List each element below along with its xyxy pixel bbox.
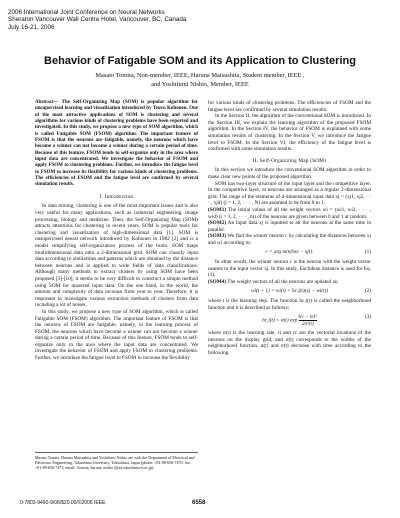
abstract: Abstract— The Self-Organizing Map (SOM) is popular algorithm for unsupervised learning and visualization introduced by Teuvo Kohonen. One of the most attractive applications of SOM is clustering and several algorithms for various kinds of clustering problems have been reported and investigated. In this study, we propose a new type of SOM algorithm, which is called Fatigable SOM (FSOM) algorithm. The important feature of FSOM is that the neurons are fatigable, namely, the neurons which have become a winner can not become a winner during a certain period of time. Because of this feature, FSOM tends to self-organize only in the area where input data are concentrated. We investigate the behavior of FSOM and apply FSOM to clustering problems. Further, we introduce the fatigue level to FSOM to increase its flexibility for various kinds of clustering problems. The efficiencies of FSOM and the fatigue level are confirmed by several simulation results.	[35, 100, 198, 188]
som-step-1	[208, 207, 371, 220]
section-heading-som: II. Self-Organizing Map (SOM)	[252, 157, 327, 164]
winner-paragraph: In other words, the winner neuron c is the neuron with the weight vector nearest to the input vector xj. In this study, Euclidean distance is used for Eq. (1).	[208, 259, 371, 279]
authors-line-1: Masato Tomita, Non-member, IEEE, Haruna Matsushita, Student member, IEEE ,	[95, 72, 305, 79]
conference-line-2: Sheraton Vancouver Wall Centre Hotel, Vancouver, BC, Canada	[8, 16, 187, 24]
page-number: 6558	[192, 500, 206, 506]
som-step-2-text: An input data xj is inputted to all the neurons at the same time in parallel.	[208, 220, 371, 233]
equation-2-body: wi(t + 1) = wi(t) + hc,i(t)(xj − wi(t))	[250, 288, 328, 295]
som-step-3-text: We find the winner neuron c by calculating the distances between xj and wi according to;	[208, 233, 371, 246]
som-step-4	[208, 279, 371, 286]
intro-paragraph-1: In data mining, clustering is one of the most important issues and is also very useful for many applications, such as industrial engineering, image processing, biology and medicine. Then, the Self-Organizing Map (SOM) attracts attentions for clustering in recent years. SOM is popular tools for clustering and visualization of high-dimensional data [1]. SOM is unsupervised neural network introduced by Kohonen in 1982 [2] and is a model simplifying self-organization process of the brain. SOM maps multidimensional data onto a 2-dimensional grid. SOM can classify input data according to similarities and patterns which are obtained by the distance between neurons and is applied to wide fields of data classifications. Although many methods to extract clusters by using SOM have been proposed [3]-[10], it seems to be very difficult to construct a simple method using SOM for unsorted input data. On the one hand, in the world, the amount and complexity of data increase from year to year. Therefore, it is important to investigate various extraction methods of clusters from data including a lot of noises.	[35, 203, 198, 309]
learning-rate-paragraph: where α(t) is the learning rate, ri and rc are the vectorial locations of the neurons on the display grid, and σ(t) corresponds to the widths of the neighborhood function. α(t) and σ(t) decrease with time according to the following	[208, 330, 371, 356]
section-heading-introduction: I. Introduction	[99, 193, 134, 200]
right-paragraph-1: In the Section II, the algorithm of the conventional SOM is introduced. In the Section III, we explain the learning algorithm of the proposed FSOM algorithm. In the Section IV, the behavior of FSOM is explained with some simulation results of clustering. In the Section V, we introduce the fatigue level to FSOM. In the Section VI, the efficiency of the fatigue level is confirmed with some simulation results.	[208, 113, 371, 153]
equation-1-number: (1)	[364, 249, 371, 256]
som-step-2-label: (SOM2)	[208, 220, 227, 227]
som-intro-paragraph: In this section we introduce the conventional SOM algorithm in order to make clear new points of the proposed algorithm.	[208, 167, 371, 180]
conference-header	[8, 9, 186, 31]
conference-line-3: July 16-21, 2006	[8, 23, 55, 31]
right-paragraph-0: for various kinds of clustering problems. The efficiencies of FSOM and the fatigue level are confirmed by several simulation results.	[208, 100, 371, 113]
som-step-4-label: (SOM4)	[208, 278, 227, 285]
conference-line-1: 2006 International Joint Conference on Neural Networks	[8, 9, 165, 16]
author-footnote: Masato Tomita, Haruna Matsushita and Yoshifumi Nishio are with the Department of Electrical and Electronic Engineering, Tokushima University, Tokushima, Japan (phone: +81-88-656-7470; fax: +81-88-656-7471; email: {tomita, haruna, nishio}@ee.tokushima-u.ac.jp).	[35, 452, 198, 470]
equation-2	[208, 288, 371, 295]
author-block	[0, 71, 400, 89]
equation-2-number: (2)	[364, 288, 371, 295]
equation-3-fraction	[299, 314, 317, 327]
som-step-1-label: (SOM1)	[208, 206, 227, 213]
isbn-line: 0-7803-9490-9/06/$20.00/©2006 IEEE	[20, 500, 106, 506]
som-structure-paragraph: SOM has two-layer structure of the input layer and the competitive layer. In the competitive layer, m neurons are arranged as a regular 2-dimensional grid. The range of the elements of d-dimensional input data xj = (xj1, xj2, · · · , xjd) (j = 1, 2, · · · , N) are assumed to be from 0 to 1.	[208, 180, 371, 207]
equation-3-left: hc,i(t) = α(t) exp	[262, 317, 298, 324]
intro-paragraph-2: In this study, we propose a new type of SOM algorithm, which is called Fatigable SOM (FSOM) algorithm. The important feature of FSOM is that the neurons of FSOM are fatigable, namely, in the learning process of FSOM, the neurons which have become a winner can not become a winner during a certain period of time. Because of this feature, FSOM tends to self-organize only in the area where the input data are concentrated. We investigate the behavior of FSOM and apply FSOM to clustering problems. Further, we introduce the fatigue level to FSOM to increase the flexibility	[35, 308, 198, 362]
authors-line-2: and Yoshifumi Nishio, Member, IEEE	[151, 81, 249, 88]
left-column	[35, 100, 198, 362]
paper-title: Behavior of Fatigable SOM and its Application to Clustering	[44, 55, 356, 67]
som-step-1-text: The initial values of all the weight vectors wi = (wi1, wi2, · · · , wid) (i = 1, 2, · · · , m) of the neurons are given between 0 and 1 at random.	[208, 206, 371, 220]
equation-3-number: (3)	[364, 314, 371, 321]
som-step-4-text: The weight vectors of all the neurons are updated as;	[226, 278, 339, 285]
equation-3-numerator: ‖ri − rc‖²	[298, 314, 317, 321]
som-step-2	[208, 220, 371, 233]
equation-3	[208, 314, 371, 327]
som-step-3	[208, 233, 371, 246]
som-step-3-label: (SOM3)	[208, 233, 227, 240]
neighborhood-paragraph: where t is the learning step. The function hc,i(t) is called the neighborhood function and it is described as follows;	[208, 298, 371, 311]
equation-1	[208, 249, 371, 256]
right-column	[208, 100, 371, 357]
equation-3-denominator: 2σ²(t)	[299, 320, 317, 327]
equation-1-body: c = arg min{‖wi − xj‖}.	[265, 249, 314, 256]
